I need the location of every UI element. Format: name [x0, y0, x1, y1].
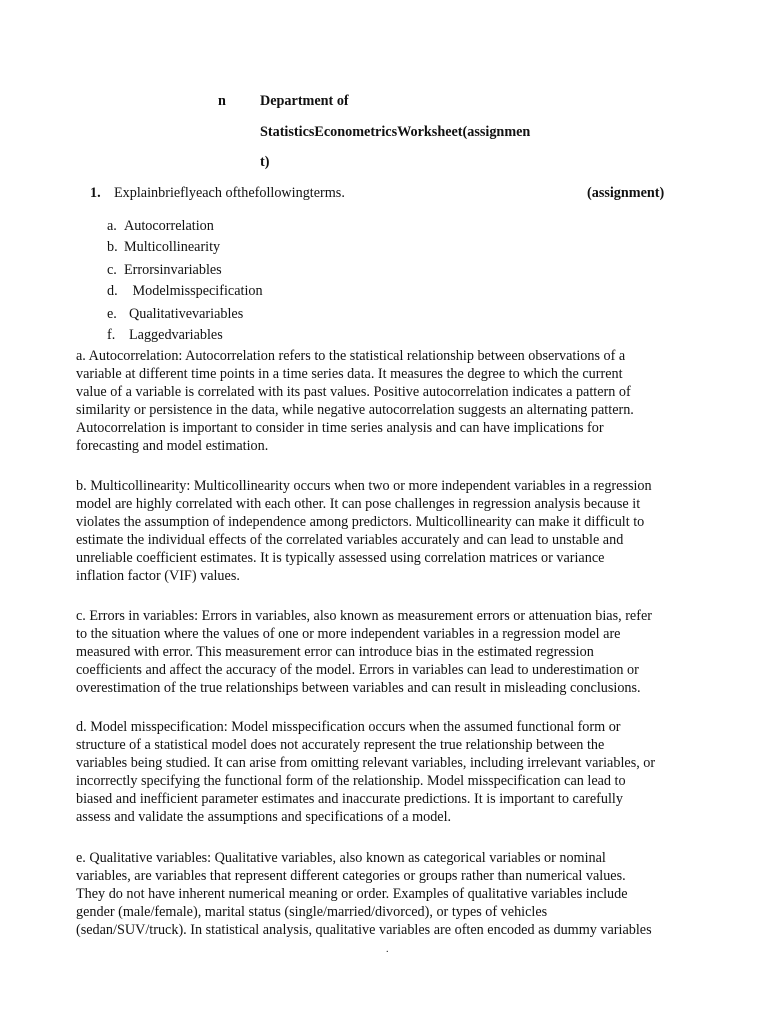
text-line: biased and inefficient parameter estimates and inaccurate predictions. It is important to carefully — [76, 791, 623, 807]
term-item — [107, 218, 214, 235]
text-line: a. Autocorrelation: Autocorrelation refers to the statistical relationship between observations of a — [76, 348, 626, 364]
text-line: Autocorrelation is important to consider in time series analysis and can have implications for — [76, 420, 604, 436]
text-line: structure of a statistical model does not accurately represent the true relationship between the — [76, 737, 605, 753]
term-item — [107, 327, 223, 344]
term-item — [107, 239, 220, 256]
text-line: variables being studied. It can arise from omitting relevant variables, including irrelevant variables, or — [76, 755, 656, 771]
text-line: c. Errors in variables: Errors in variables, also known as measurement errors or attenuation bias, refer — [76, 608, 652, 624]
answer-autocorrelation — [76, 347, 634, 455]
text-line: unreliable coefficient estimates. It is typically assessed using correlation matrices or variance — [76, 550, 605, 566]
question-text: Explainbrieflyeach ofthefollowingterms. — [114, 185, 345, 201]
term-item — [107, 283, 263, 300]
answer-qualitative-variables — [76, 849, 652, 939]
text-line: incorrectly specifying the functional form of the relationship. Model misspecification can lead to — [76, 773, 626, 789]
text-line: variable at different time points in a time series data. It measures the degree to which the current — [76, 366, 623, 382]
header-title-line-3: t) — [260, 154, 270, 170]
text-line: coefficients and affect the accuracy of the model. Errors in variables can lead to underestimation or — [76, 662, 639, 678]
term-text: Errorsinvariables — [124, 262, 222, 278]
text-line: inflation factor (VIF) values. — [76, 568, 240, 584]
term-item — [107, 306, 243, 323]
text-line: variables, are variables that represent different categories or groups rather than numerical values. — [76, 868, 626, 884]
term-label: c. — [107, 262, 117, 278]
term-text: Autocorrelation — [124, 218, 214, 234]
text-line: assess and validate the assumptions and specifications of a model. — [76, 809, 452, 825]
question-tag: (assignment) — [587, 185, 665, 201]
text-line: estimate the individual effects of the correlated variables accurately and can lead to unstable and — [76, 532, 624, 548]
text-line: to the situation where the values of one or more independent variables in a regression model are — [76, 626, 621, 642]
term-label: d. — [107, 283, 118, 299]
text-line: overestimation of the true relationships between variables and can result in misleading conclusions. — [76, 680, 641, 696]
text-line: measured with error. This measurement error can introduce bias in the estimated regression — [76, 644, 594, 660]
term-text: Qualitativevariables — [129, 306, 244, 322]
text-line: value of a variable is correlated with its past values. Positive autocorrelation indicates a pattern of — [76, 384, 631, 400]
answer-multicollinearity — [76, 477, 652, 585]
text-line: violates the assumption of independence among predictors. Multicollinearity can make it difficult to — [76, 514, 645, 530]
term-item — [107, 262, 222, 279]
text-line: gender (male/female), marital status (single/married/divorced), or types of vehicles — [76, 904, 548, 920]
term-label: f. — [107, 327, 116, 343]
header-title-line-2: StatisticsEconometricsWorksheet(assignmen — [260, 124, 531, 140]
text-line: similarity or persistence in the data, while negative autocorrelation suggests an alternating pattern. — [76, 402, 634, 418]
term-label: e. — [107, 306, 117, 322]
text-line: e. Qualitative variables: Qualitative variables, also known as categorical variables or nominal — [76, 850, 606, 866]
question-number: 1. — [90, 185, 101, 201]
text-line: model are highly correlated with each other. It can pose challenges in regression analysis because it — [76, 496, 641, 512]
term-label: a. — [107, 218, 117, 234]
text-line: They do not have inherent numerical meaning or order. Examples of qualitative variables include — [76, 886, 628, 902]
term-label: b. — [107, 239, 118, 255]
term-text: Modelmisspecification — [129, 283, 263, 299]
header-prefix: n — [218, 93, 226, 109]
answer-model-misspecification — [76, 718, 655, 826]
header-title-line-1: Department of — [260, 93, 349, 109]
term-text: Multicollinearity — [124, 239, 221, 255]
text-line: d. Model misspecification: Model misspecification occurs when the assumed functional form or — [76, 719, 621, 735]
page-marker: . — [386, 944, 389, 955]
text-line: (sedan/SUV/truck). In statistical analysis, qualitative variables are often encoded as dummy variables — [76, 922, 652, 938]
term-text: Laggedvariables — [129, 327, 223, 343]
text-line: b. Multicollinearity: Multicollinearity occurs when two or more independent variables in a regression — [76, 478, 652, 494]
text-line: forecasting and model estimation. — [76, 438, 269, 454]
answer-errors-in-variables — [76, 607, 652, 697]
